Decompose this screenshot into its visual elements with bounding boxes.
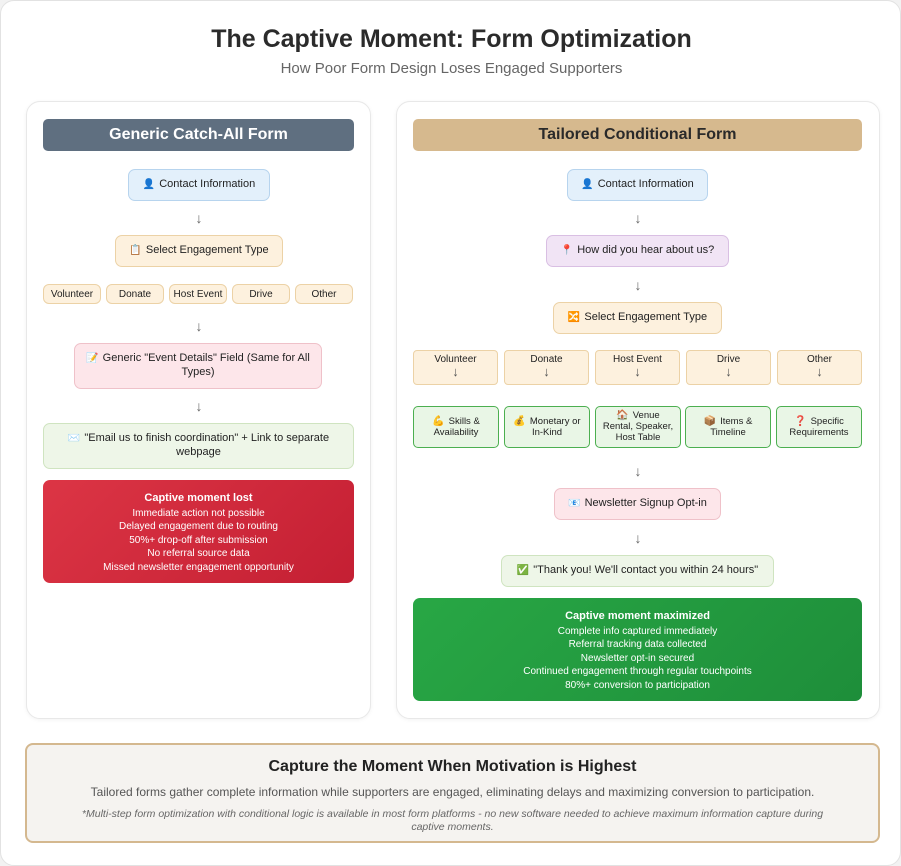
summary-box <box>25 743 880 843</box>
muscle-icon: 💪 <box>432 415 445 427</box>
left-option-other: Other <box>295 284 353 304</box>
clipboard-icon: 📋 <box>129 244 142 256</box>
check-icon: ✅ <box>516 564 530 576</box>
lost-line: Missed newsletter engagement opportunity <box>103 561 294 573</box>
left-option-volunteer: Volunteer <box>43 284 101 304</box>
option-label: Donate <box>530 354 563 365</box>
sub-monetary-node <box>504 406 590 448</box>
maximized-line: Newsletter opt-in secured <box>580 652 695 664</box>
option-label: Drive <box>716 354 741 365</box>
summary-note: *Multi-step form optimization with conditional logic is available in most form platforms - no new software needed to achieve maximum information capture during captive moments. <box>81 808 824 833</box>
right-newsletter-label: Newsletter Signup Opt-in <box>584 497 707 510</box>
box-icon: 📦 <box>703 415 717 427</box>
arrow-icon: ↓ <box>634 530 642 546</box>
sub-requirements-node <box>776 406 862 448</box>
sub-items-node <box>685 406 771 448</box>
option-label: Volunteer <box>434 354 477 365</box>
tailored-form-panel <box>396 101 880 719</box>
right-option-other <box>777 350 862 385</box>
person-icon: 👤 <box>142 178 156 190</box>
captive-moment-lost-box <box>43 480 354 583</box>
page-subtitle: How Poor Form Design Loses Engaged Supporters <box>280 60 623 77</box>
maximized-line: Continued engagement through regular touchpoints <box>523 666 752 677</box>
left-contact-label: Contact Information <box>159 178 256 191</box>
envelope-icon: ✉️ <box>67 433 81 445</box>
right-select-node <box>553 302 722 334</box>
right-option-donate <box>504 350 589 385</box>
sub-venue-node <box>595 406 681 448</box>
left-option-drive: Drive <box>232 284 290 304</box>
right-option-host-event <box>595 350 680 385</box>
house-icon: 🏠 <box>616 410 629 422</box>
right-newsletter-node <box>554 488 721 520</box>
person-icon: 👤 <box>581 178 594 190</box>
arrow-icon: ↓ <box>634 364 641 379</box>
arrow-icon: ↓ <box>725 364 732 379</box>
tailored-form-header: Tailored Conditional Form <box>413 119 862 151</box>
option-label: Host Event <box>613 354 662 365</box>
sub-skills-node <box>413 406 499 448</box>
maximized-title: Captive moment maximized <box>565 610 710 622</box>
right-select-label: Select Engagement Type <box>584 311 708 324</box>
maximized-line: Complete info captured immediately <box>557 625 718 637</box>
sub-label: Specific Requirements <box>789 415 849 438</box>
summary-title: Capture the Moment When Motivation is Highest <box>268 758 637 775</box>
arrow-icon: ↓ <box>634 277 642 293</box>
right-thanks-node <box>501 555 774 587</box>
arrow-icon: ↓ <box>452 364 459 379</box>
maximized-line: 80%+ conversion to participation <box>565 679 710 691</box>
generic-form-panel <box>26 101 371 719</box>
lost-line: No referral source data <box>147 548 250 559</box>
question-icon: ❓ <box>794 415 807 427</box>
left-select-node <box>115 235 283 267</box>
sub-label: Monetary or In-Kind <box>529 415 581 438</box>
right-hear-label: How did you hear about us? <box>577 244 715 257</box>
left-email-label: "Email us to finish coordination" + Link to separate webpage <box>84 432 330 458</box>
arrow-icon: ↓ <box>195 318 203 334</box>
left-email-node <box>43 423 354 469</box>
maximized-line: Referral tracking data collected <box>568 639 707 650</box>
lost-title: Captive moment lost <box>144 492 253 504</box>
arrow-icon: ↓ <box>634 463 642 479</box>
arrow-icon: ↓ <box>195 210 203 226</box>
left-details-node <box>74 343 322 389</box>
sub-label: Venue Rental, Speaker, Host Table <box>602 410 674 443</box>
left-contact-node <box>128 169 270 201</box>
arrow-icon: ↓ <box>195 398 203 414</box>
arrow-icon: ↓ <box>634 210 642 226</box>
money-bag-icon: 💰 <box>513 415 526 427</box>
captive-moment-maximized-box <box>413 598 862 701</box>
right-thanks-label: "Thank you! We'll contact you within 24 hours" <box>533 564 759 577</box>
right-hear-node <box>546 235 729 267</box>
option-label: Other <box>806 354 832 365</box>
lost-line: 50%+ drop-off after submission <box>129 534 268 546</box>
email-icon: 📧 <box>568 497 581 509</box>
right-option-volunteer <box>413 350 498 385</box>
arrow-icon: ↓ <box>543 364 550 379</box>
memo-icon: 📝 <box>86 353 99 365</box>
page-title: The Captive Moment: Form Optimization <box>211 25 692 53</box>
left-option-host-event: Host Event <box>169 284 227 304</box>
generic-form-header: Generic Catch-All Form <box>43 119 354 151</box>
shuffle-icon: 🔀 <box>567 311 581 323</box>
left-option-donate: Donate <box>106 284 164 304</box>
sub-label: Items & Timeline <box>710 415 753 438</box>
pin-icon: 📍 <box>560 244 574 256</box>
summary-text: Tailored forms gather complete information while supporters are engaged, eliminating delays and maximizing conversion to participation. <box>90 785 815 799</box>
right-contact-node <box>567 169 708 201</box>
arrow-icon: ↓ <box>816 364 823 379</box>
sub-label: Skills & Availability <box>433 415 480 438</box>
lost-line: Immediate action not possible <box>132 507 265 519</box>
left-select-label: Select Engagement Type <box>145 244 269 257</box>
left-details-label: Generic "Event Details" Field (Same for All Types) <box>102 352 310 378</box>
lost-line: Delayed engagement due to routing <box>118 521 278 532</box>
right-option-drive <box>686 350 771 385</box>
right-contact-label: Contact Information <box>597 178 694 191</box>
